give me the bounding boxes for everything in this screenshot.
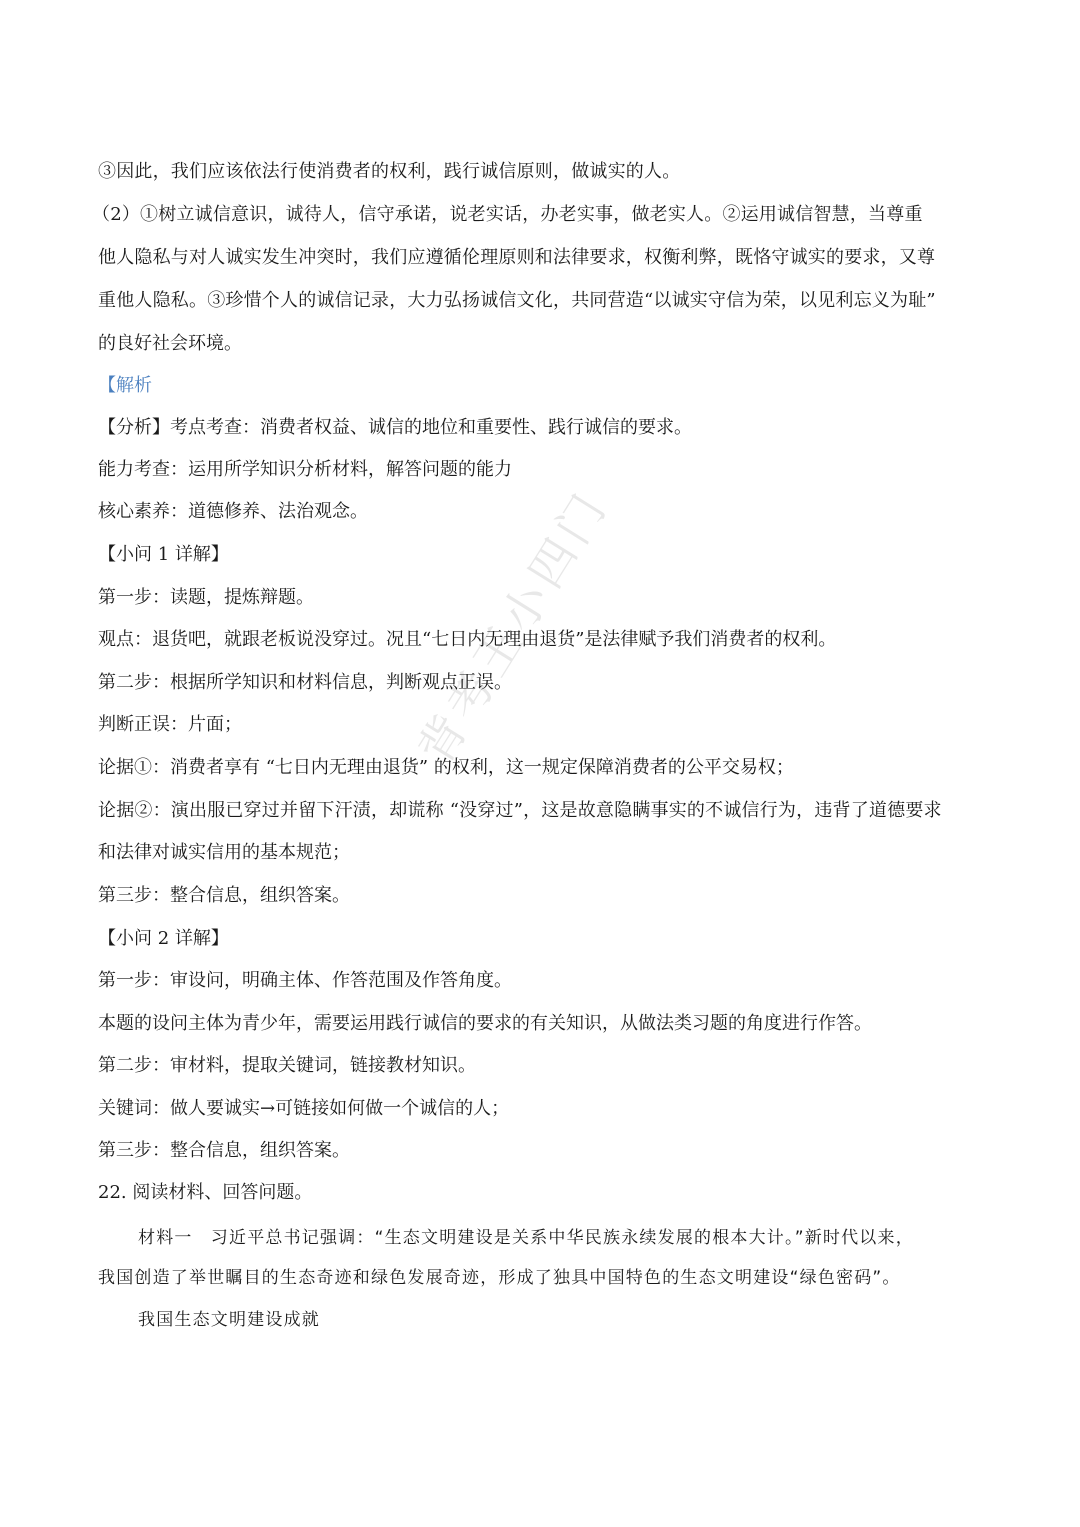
question-22-title: 22. 阅读材料、回答问题。	[98, 1182, 313, 1203]
sq2-keywords: 关键词：做人要诚实→可链接如何做一个诚信的人；	[98, 1098, 510, 1119]
sq1-argument-2-cont: 和法律对诚实信用的基本规范；	[98, 842, 350, 863]
ability-check: 能力考查：运用所学知识分析材料，解答问题的能力	[98, 459, 512, 480]
sq1-step-1: 第一步：读题，提炼辩题。	[98, 587, 314, 608]
answer-line-2-cont-3: 的良好社会环境。	[98, 333, 242, 354]
subquestion-1-heading: 【小问 1 详解】	[98, 544, 229, 565]
subquestion-2-heading: 【小问 2 详解】	[98, 928, 229, 949]
analysis-heading: 【解析	[98, 375, 152, 396]
answer-line-1-point-3: ③因此，我们应该依法行使消费者的权利，践行诚信原则，做诚实的人。	[98, 161, 681, 182]
sq2-step-2: 第二步：审材料，提取关键词，链接教材知识。	[98, 1055, 476, 1076]
material-1-line-1: 材料一 习近平总书记强调：“生态文明建设是关系中华民族永续发展的根本大计。”新时代以来，	[138, 1228, 914, 1248]
watermark: 背考王小四门	[407, 480, 619, 774]
core-literacy: 核心素养：道德修养、法治观念。	[98, 501, 368, 522]
answer-line-2-cont-1: 他人隐私与对人诚实发生冲突时，我们应遵循伦理原则和法律要求，权衡利弊，既恪守诚实的要求，又尊	[98, 247, 936, 268]
sq2-subject: 本题的设问主体为青少年，需要运用践行诚信的要求的有关知识，从做法类习题的角度进行作答。	[98, 1013, 872, 1034]
material-1-line-2: 我国创造了举世瞩目的生态奇迹和绿色发展奇迹，形成了独具中国特色的生态文明建设“绿色密码”。	[98, 1268, 901, 1288]
answer-line-2-intro: （2）①树立诚信意识，诚待人，信守承诺，说老实话，办老实事，做老实人。②运用诚信智慧，当尊重	[92, 204, 923, 225]
answer-line-2-cont-2: 重他人隐私。③珍惜个人的诚信记录，大力弘扬诚信文化，共同营造“以诚实守信为荣，以见利忘义为耻”	[98, 290, 936, 311]
sq1-step-3: 第三步：整合信息，组织答案。	[98, 885, 350, 906]
analysis-topics: 【分析】考点考查：消费者权益、诚信的地位和重要性、践行诚信的要求。	[98, 417, 692, 438]
sq2-step-3: 第三步：整合信息，组织答案。	[98, 1140, 350, 1161]
sq1-step-2: 第二步：根据所学知识和材料信息，判断观点正误。	[98, 672, 512, 693]
sq1-argument-2: 论据②：演出服已穿过并留下汗渍，却谎称 “没穿过”，这是故意隐瞒事实的不诚信行为，违背了道德要求	[98, 800, 942, 821]
achievements-caption: 我国生态文明建设成就	[138, 1310, 320, 1330]
sq2-step-1: 第一步：审设问，明确主体、作答范围及作答角度。	[98, 970, 512, 991]
sq1-judgement: 判断正误：片面；	[98, 714, 242, 735]
sq1-argument-1: 论据①：消费者享有 “七日内无理由退货” 的权利，这一规定保障消费者的公平交易权；	[98, 757, 794, 778]
sq1-viewpoint: 观点：退货吧，就跟老板说没穿过。况且“七日内无理由退货”是法律赋予我们消费者的权利。	[98, 629, 837, 650]
